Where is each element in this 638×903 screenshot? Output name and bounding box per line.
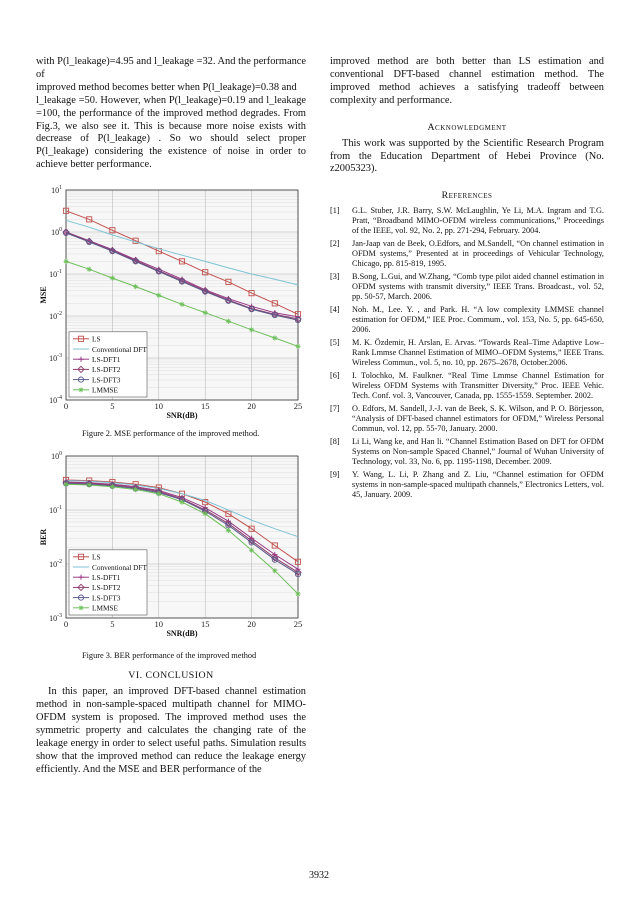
- y-tick-exponent: -3: [57, 613, 62, 620]
- x-tick-label: 25: [293, 401, 303, 412]
- reference-number: [8]: [330, 437, 340, 447]
- x-axis-label: SNR(dB): [166, 629, 198, 639]
- y-tick-exponent: 0: [59, 451, 62, 458]
- ber-chart: [36, 450, 306, 640]
- legend: [69, 332, 147, 397]
- x-tick-label: 20: [247, 619, 256, 630]
- data-point: [179, 500, 184, 505]
- reference-number: [1]: [330, 206, 340, 216]
- data-point: [295, 591, 300, 596]
- y-tick-exponent: -2: [57, 311, 62, 318]
- reference-number: [5]: [330, 338, 340, 348]
- reference-number: [2]: [330, 239, 340, 249]
- legend-label: LS: [92, 552, 101, 562]
- y-tick-label: $10^{-3}$: [49, 353, 62, 364]
- x-axis-label: SNR(dB): [166, 411, 198, 421]
- y-tick-label: $10^0$: [51, 227, 62, 238]
- legend-label: LS-DFT2: [92, 583, 121, 593]
- reference-number: [6]: [330, 371, 340, 381]
- reference-item: [330, 272, 604, 302]
- reference-item: [330, 470, 604, 500]
- x-tick-label: 25: [293, 619, 303, 630]
- y-tick-exponent: -2: [57, 559, 62, 566]
- x-tick-label: 0: [63, 401, 69, 412]
- legend-label: LMMSE: [92, 385, 118, 395]
- acknowledgment-text: This work was supported by the Scientific Research Program from the Education Department of Hebei Province (No. z2005323).: [330, 137, 604, 175]
- y-tick-label: $10^{-2}$: [49, 559, 62, 570]
- y-axis-label: MSE: [39, 286, 48, 304]
- results-line-2: improved method becomes better when P(l_leakage)=0.38 and: [36, 81, 297, 93]
- legend: [69, 550, 147, 615]
- data-point: [63, 259, 68, 264]
- right-column: [330, 56, 604, 503]
- reference-text: B.Song, L.Gui, and W.Zhang, “Comb type pilot aided channel estimation in OFDM systems with transmit diversity,” IEEE Trans. Broadcast., vol. 52, pp. 50-57, March. 2006.: [352, 272, 604, 302]
- data-point: [272, 568, 277, 573]
- x-tick-label: 10: [154, 401, 164, 412]
- data-point: [156, 293, 161, 298]
- reference-item: [330, 371, 604, 401]
- legend-label: LMMSE: [92, 603, 118, 613]
- reference-text: Noh. M., Lee. Y. , and Park. H. “A low complexity LMMSE channel estimation for OFDM,” IEE Proc. Commum., vol. 153, No. 5, pp. 645-650, 2006.: [352, 305, 604, 335]
- left-column: [36, 56, 306, 777]
- y-tick-label: $10^{-1}$: [49, 269, 62, 280]
- data-point: [78, 387, 83, 392]
- page-number: 3932: [309, 870, 329, 881]
- references-heading: References: [441, 190, 493, 202]
- reference-text: I. Tolochko, M. Faulkner. “Real Time Lmmse Channel Estimation for Wireless OFDM Systems with Transmitter Diversity,” Proc. IEEE Vehic. Tech. Conf. vol. 3, Vancouver, Canada, pp. 1555-1559. September. 2002.: [352, 371, 604, 401]
- data-point: [203, 310, 208, 315]
- legend-label: Conventional DFT: [92, 562, 147, 572]
- reference-number: [7]: [330, 404, 340, 414]
- y-tick-exponent: 0: [59, 227, 62, 234]
- reference-text: Li Li, Wang ke, and Han li. “Channel Estimation Based on DFT for OFDM Systems on Non-sample Spaced Channel,” Journal of Wuhan University of Technology, vol. 33, No. 6, pp. 1195-1198, December. 2009.: [352, 437, 604, 467]
- mse-chart: [36, 184, 306, 422]
- data-point: [203, 511, 208, 516]
- reference-text: Y. Wang, L. Li, P. Zhang and Z. Liu, “Channel estimation for OFDM systems in non-sample-spaced multipath channels,” Electronics Letters, vol. 45, January. 2009.: [352, 470, 604, 500]
- data-point: [226, 319, 231, 324]
- x-tick-label: 10: [154, 619, 164, 630]
- figure-2: [36, 184, 306, 438]
- legend-label: LS-DFT2: [92, 365, 121, 375]
- y-tick-exponent: 1: [59, 185, 62, 192]
- y-axis-label: BER: [39, 528, 48, 546]
- reference-number: [4]: [330, 305, 340, 315]
- figure-3: [36, 450, 306, 660]
- y-tick-label: $10^{-2}$: [49, 311, 62, 322]
- y-tick-exponent: -1: [57, 505, 62, 512]
- conclusion-continued: improved method are both better than LS estimation and conventional DFT-based channel estimation method. The improved method achieves a satisfying tradeoff between complexity and performance.: [330, 56, 604, 106]
- legend-label: Conventional DFT: [92, 344, 147, 354]
- reference-number: [9]: [330, 470, 340, 480]
- x-tick-label: 5: [110, 401, 115, 412]
- figure-2-caption: Figure 2. MSE performance of the improved method.: [82, 429, 260, 439]
- reference-number: [3]: [330, 272, 340, 282]
- reference-item: [330, 437, 604, 467]
- data-point: [87, 483, 92, 488]
- data-point: [249, 548, 254, 553]
- reference-item: [330, 239, 604, 269]
- data-point: [179, 302, 184, 307]
- conclusion-heading: VI. CONCLUSION: [128, 670, 214, 682]
- y-tick-label: $10^{-4}$: [49, 395, 62, 406]
- legend-label: LS-DFT3: [92, 375, 121, 385]
- data-point: [133, 284, 138, 289]
- y-tick-exponent: -4: [57, 395, 62, 402]
- data-point: [226, 528, 231, 533]
- reference-text: M. K. Özdemir, H. Arslan, E. Arvas. “Towards Real–Time Adaptive Low–Rank Lmmse Channel Estimation of MIMO–OFDM Systems,” IEEE Trans. Wireless Commun., vol. 5, no. 10, pp. 2675–2678, October.2006.: [352, 338, 604, 368]
- acknowledgment-heading: Acknowledgment: [427, 121, 507, 133]
- reference-text: O. Edfors, M. Sandell, J.-J. van de Beek, S. K. Wilson, and P. O. Börjesson, “Analysis of DFT-based channel estimators for OFDM,” Wireless Personal Commun, vol. 12, pp. 55-70, January. 2000.: [352, 404, 604, 434]
- y-tick-exponent: -3: [57, 353, 62, 360]
- reference-text: G.L. Stuber, J.R. Barry, S.W. McLaughlin, Ye Li, M.A. Ingram and T.G. Pratt, “Broadband MIMO-OFDM wireless communications,” Proceedings of the IEEE, vol. 92, No. 2, pp. 271-294, February. 2004.: [352, 206, 604, 236]
- x-tick-label: 5: [110, 619, 115, 630]
- y-tick-label: $10^{-3}$: [49, 613, 62, 624]
- x-tick-label: 20: [247, 401, 256, 412]
- figure-3-caption: Figure 3. BER performance of the improved method: [82, 651, 257, 661]
- x-tick-label: 0: [63, 619, 69, 630]
- y-tick-exponent: -1: [57, 269, 62, 276]
- y-tick-label: $10^1$: [51, 185, 62, 196]
- results-rest: the performance of the improved method degrades. From Fig.3, we also see it. This is because more noise exists with decrease of P(l_leakage) . So wo should select proper P(l_leakage) considering the existence of noise in order to achieve better performance.: [36, 107, 306, 171]
- conclusion-text: In this paper, an improved DFT-based channel estimation method in non-sample-spaced multipath channel for MIMO-OFDM system is proposed. The improved method uses the symmetric property and calculates the changing rate of the leakage energy in order to select useful paths. Simulation results show that the improved method can reduce the leakage energy efficiently. And the MSE and BER performance of the: [36, 686, 306, 775]
- results-line-3: l_leakage =50. However, when P(l_leakage)=0.19 and l_leakage =100,: [36, 94, 306, 119]
- legend-label: LS-DFT1: [92, 573, 121, 583]
- reference-item: [330, 338, 604, 368]
- results-line-1: with P(l_leakage)=4.95 and l_leakage =32. And the performance of: [36, 56, 306, 80]
- reference-list: [330, 206, 604, 500]
- reference-item: [330, 404, 604, 434]
- legend-label: LS-DFT1: [92, 355, 121, 365]
- reference-text: Jan-Jaap van de Beek, O.Edfors, and M.Sandell, “On channel estimation in OFDM systems,” Presented at in proceedings of Vehicular Technology, Chicago, pp. 815-819, 1995.: [352, 239, 604, 269]
- data-point: [78, 605, 83, 610]
- results-paragraph: [36, 56, 306, 172]
- reference-item: [330, 206, 604, 236]
- x-tick-label: 15: [200, 401, 210, 412]
- data-point: [295, 344, 300, 349]
- legend-label: LS-DFT3: [92, 593, 121, 603]
- y-tick-label: $10^0$: [51, 451, 62, 462]
- reference-item: [330, 305, 604, 335]
- y-tick-label: $10^{-1}$: [49, 505, 62, 516]
- legend-label: LS: [92, 334, 101, 344]
- x-tick-label: 15: [200, 619, 210, 630]
